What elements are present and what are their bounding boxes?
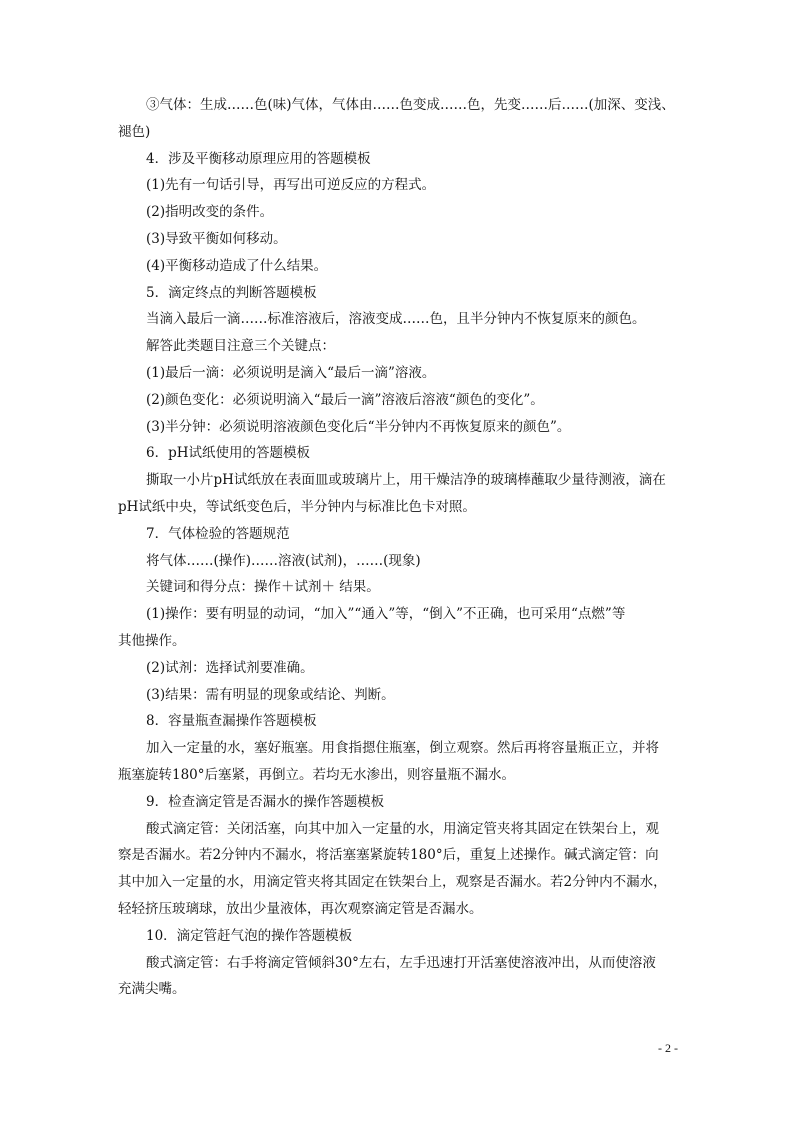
- text-line: 褪色): [118, 123, 151, 140]
- text-line: 其他操作。: [118, 632, 186, 649]
- text-line: (3)导致平衡如何移动。: [146, 230, 287, 247]
- text-line: 瓶塞旋转180°后塞紧，再倒立。若均无水渗出，则容量瓶不漏水。: [118, 766, 516, 783]
- text-line: ③气体：生成……色(味)气体，气体由……色变成……色，先变……后……(加深、变浅、: [146, 97, 675, 113]
- text-line: 其中加入一定量的水，用滴定管夹将其固定在铁架台上，观察是否漏水。若2分钟内不漏水，: [118, 874, 667, 891]
- text-line: 5．滴定终点的判断答题模板: [146, 284, 317, 301]
- text-line: (2)颜色变化：必须说明滴入“最后一滴”溶液后溶液“颜色的变化”。: [146, 391, 544, 408]
- text-line: 6．pH试纸使用的答题模板: [146, 445, 311, 462]
- text-line: 4．涉及平衡移动原理应用的答题模板: [146, 150, 371, 167]
- text-line: 撕取一小片pH试纸放在表面皿或玻璃片上，用干燥洁净的玻璃棒蘸取少量待测液，滴在: [146, 472, 666, 489]
- page-number: - 2 -: [658, 1041, 678, 1055]
- text-line: 加入一定量的水，塞好瓶塞。用食指摁住瓶塞，倒立观察。然后再将容量瓶正立，并将: [146, 740, 659, 757]
- page-body: [118, 92, 678, 1003]
- text-line: (4)平衡移动造成了什么结果。: [146, 257, 328, 274]
- text-line: 充满尖嘴。: [118, 981, 186, 998]
- text-line: 10．滴定管赶气泡的操作答题模板: [146, 927, 353, 944]
- text-line: (1)最后一滴：必须说明是滴入“最后一滴”溶液。: [146, 364, 436, 381]
- text-line: 轻轻挤压玻璃球，放出少量液体，再次观察滴定管是否漏水。: [118, 900, 483, 917]
- text-line: 9．检查滴定管是否漏水的操作答题模板: [146, 793, 385, 810]
- text-line: (3)半分钟：必须说明溶液颜色变化后“半分钟内不再恢复原来的颜色”。: [146, 418, 571, 435]
- text-line: 7．气体检验的答题规范: [146, 525, 290, 542]
- text-line: 将气体……(操作)……溶液(试剂)，……(现象): [146, 552, 421, 569]
- text-line: (3)结果：需有明显的现象或结论、判断。: [146, 686, 395, 703]
- text-line: (2)试剂：选择试剂要准确。: [146, 659, 314, 676]
- text-line: 酸式滴定管：右手将滴定管倾斜30°左右，左手迅速打开活塞使溶液冲出，从而使溶液: [146, 954, 656, 971]
- text-line: (1)先有一句话引导，再写出可逆反应的方程式。: [146, 177, 436, 194]
- text-line: pH试纸中央，等试纸变色后，半分钟内与标准比色卡对照。: [118, 498, 476, 515]
- text-line: 当滴入最后一滴……标准溶液后，溶液变成……色，且半分钟内不恢复原来的颜色。: [146, 311, 646, 328]
- text-line: (1)操作：要有明显的动词，“加入”“通入”等，“倒入”不正确，也可采用“点燃”等: [146, 606, 626, 623]
- text-line: (2)指明改变的条件。: [146, 204, 274, 221]
- text-line: 察是否漏水。若2分钟内不漏水，将活塞塞紧旋转180°后，重复上述操作。碱式滴定管：向: [118, 847, 659, 864]
- text-line: 8．容量瓶查漏操作答题模板: [146, 713, 317, 730]
- text-line: 酸式滴定管：关闭活塞，向其中加入一定量的水，用滴定管夹将其固定在铁架台上，观: [146, 820, 659, 837]
- text-line: 解答此类题目注意三个关键点：: [146, 338, 335, 355]
- text-line: 关键词和得分点：操作＋试剂＋ 结果。: [146, 579, 380, 596]
